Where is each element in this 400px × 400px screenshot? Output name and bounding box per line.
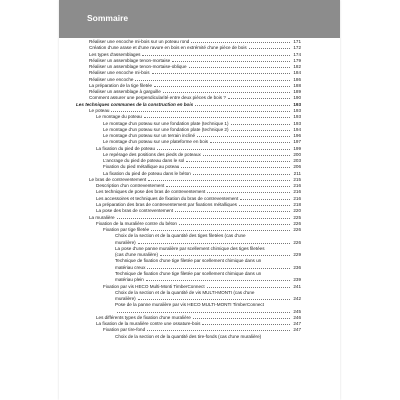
toc-entry	[115, 334, 301, 340]
toc-entry	[103, 164, 301, 170]
toc-entry-title: Choix de la section et de la quantité des tire-fonds (cas d'une muralière)	[115, 333, 262, 339]
toc-entry	[115, 290, 301, 296]
toc-entry-page: 236	[293, 264, 301, 270]
toc-entry-page: 211	[293, 170, 301, 176]
toc-entry-page: 216	[293, 195, 301, 201]
dot-leader	[189, 64, 290, 68]
dot-leader	[197, 133, 290, 137]
toc-entry-page: 189	[293, 89, 301, 95]
toc-entry-title: matériau plein	[115, 277, 144, 283]
toc-entry	[115, 240, 301, 246]
dot-leader	[157, 146, 290, 150]
toc-entry	[96, 208, 301, 214]
dot-leader	[148, 177, 290, 181]
toc-entry-title: Les différents types de fixation d'une muralière	[96, 314, 191, 320]
dot-leader	[147, 327, 290, 331]
toc-entry-title: Le poteau	[89, 107, 110, 113]
toc-entry-title: Technique de fixation d'une tige filetée par scellement chimique dans un	[115, 258, 262, 264]
toc-entry-title: muralière)	[115, 239, 136, 245]
toc-entry-page: 184	[293, 70, 301, 76]
toc-entry	[89, 83, 301, 89]
dot-leader	[231, 127, 290, 131]
toc-entry-page: 229	[293, 252, 301, 258]
dot-leader	[138, 296, 290, 300]
toc-entry-title: Les techniques de pose des bras de contreventement	[96, 189, 206, 195]
dot-leader	[117, 309, 290, 313]
dot-leader	[193, 315, 290, 319]
toc-entry-page: 203	[293, 158, 301, 164]
toc-entry-title: Choix de la section et de la quantité des tiges filetées (cas d'une	[115, 233, 246, 239]
dot-leader	[210, 139, 290, 143]
toc-entry	[89, 215, 301, 221]
toc-entry-title: La préparation de la tige filetée	[89, 82, 153, 88]
toc-entry	[115, 246, 301, 252]
dot-leader	[111, 108, 290, 112]
toc-entry-page: 226	[293, 227, 301, 233]
toc-entry-title: La fixation du pied de poteau dans le béton	[103, 170, 191, 176]
toc-entry	[89, 108, 301, 114]
toc-entry	[103, 158, 301, 164]
toc-entry-page: 247	[293, 321, 301, 327]
toc-entry-title: Fixation de la muralière contre du béton	[96, 220, 177, 226]
toc-entry-page: 179	[293, 57, 301, 63]
toc-entry-title: Réaliser un assemblage tenon-mortaise-oblique	[89, 64, 187, 70]
dot-leader	[195, 102, 290, 106]
toc-entry	[103, 152, 301, 158]
toc-entry-page: 216	[293, 183, 301, 189]
toc-entry-page: 239	[293, 277, 301, 283]
toc-entry	[89, 45, 301, 51]
toc-entry	[103, 284, 301, 290]
toc-entry-page: 193	[293, 120, 301, 126]
toc-entry-page: 171	[293, 39, 301, 44]
dot-leader	[154, 83, 290, 87]
toc-entry	[96, 189, 301, 195]
document-page	[59, 0, 340, 400]
toc-entry-page: 247	[293, 327, 301, 333]
dot-leader	[175, 208, 290, 212]
toc-entry-title: Le montage d'un poteau sur une fondation plate (technique 2)	[103, 126, 229, 132]
toc-entry-title: Le montage d'un poteau sur un terrain incliné	[103, 133, 196, 139]
toc-entry-title: Réaliser une encoche	[89, 76, 134, 82]
toc-entry-title: Technique de fixation d'une tige filetée par scellement chimique dans un	[115, 270, 262, 276]
toc-entry-page: 193	[293, 101, 301, 107]
toc-entry-page: 193	[293, 107, 301, 113]
toc-entry-page: 199	[293, 145, 301, 151]
toc-entry	[89, 177, 301, 183]
toc-entry-title: Choix de la section et de la quantité de vis MULTI-MONTI (cas d'une	[115, 289, 255, 295]
toc-entry	[96, 202, 301, 208]
toc-entry-title: La pose d'une panne muralière par scellement chimique des tiges filetées	[115, 245, 265, 251]
toc-entry-page: 196	[293, 133, 301, 139]
toc-entry-title: Les techniques communes de la construction en bois	[76, 101, 194, 107]
toc-entry-title: Réaliser un assemblage à garguille	[89, 89, 161, 95]
toc-entry-title: Pose de la panne muralière par vis HECO MULTI-MONTI TimberConnect	[115, 302, 265, 308]
toc-entry	[96, 315, 301, 321]
toc-entry-page: 193	[293, 114, 301, 120]
dot-leader	[142, 52, 290, 56]
dot-leader	[147, 265, 290, 269]
toc-entry	[76, 102, 301, 108]
page-title: Sommaire	[87, 13, 129, 23]
dot-leader	[151, 227, 290, 231]
dot-leader	[117, 215, 290, 219]
toc-entry-title: La fixation de la muralière contre une ossature-bois	[96, 321, 201, 327]
toc-entry-page: 190	[293, 95, 301, 101]
dot-leader	[138, 240, 290, 244]
toc-entry-title: Le montage d'un poteau sur une fondation plate (technique 1)	[103, 120, 229, 126]
toc-entry-title: Le montage d'un poteau sur une plateforme en bois	[103, 139, 209, 145]
toc-entry-title: Création d'une arase et d'une ravure en bois en extrémité d'une pièce de bois	[89, 45, 247, 51]
dot-leader	[207, 189, 290, 193]
toc-entry-title: Réaliser une encoche mi-bois sur un poteau rond	[89, 39, 190, 44]
toc-entry	[115, 252, 301, 258]
toc-entry	[115, 233, 301, 239]
toc-entry	[115, 309, 301, 315]
toc-entry-title: Le bras de contreventement	[89, 176, 147, 182]
toc-entry	[115, 296, 301, 302]
dot-leader	[160, 252, 290, 256]
toc-entry-page: 241	[293, 283, 301, 289]
toc-entry-page: 172	[293, 45, 301, 51]
toc-entry-title: L'ancrage du pied de poteau dans le sol	[103, 158, 185, 164]
dot-leader	[203, 152, 290, 156]
toc-entry	[96, 321, 301, 327]
dot-leader	[191, 39, 290, 43]
toc-entry-title: La pose des bras de contreventement	[96, 208, 174, 214]
toc-entry-title: Les types d'assemblages	[89, 51, 141, 57]
dot-leader	[193, 171, 290, 175]
toc-entry	[103, 139, 301, 145]
toc-entry-title: Description d'un contreventement	[96, 183, 165, 189]
dot-leader	[181, 164, 290, 168]
dot-leader	[240, 196, 290, 200]
toc-entry	[89, 64, 301, 70]
dot-leader	[172, 58, 290, 62]
toc-entry-title: Fixation par vis HECO Multi-Monti TimberConnect	[103, 283, 205, 289]
toc-entry-page: 242	[293, 296, 301, 302]
toc-entry-title: Le montage du poteau	[96, 114, 142, 120]
toc-entry	[89, 70, 301, 76]
toc-entry-page: 206	[293, 164, 301, 170]
toc-entry	[89, 52, 301, 58]
toc-entry	[103, 171, 301, 177]
toc-entry	[103, 127, 301, 133]
toc-entry-title: Le repérage des positions des pieds de poteaux	[103, 151, 201, 157]
toc-entry-title: Les accessoires et techniques de fixation du bras de contreventement	[96, 195, 239, 201]
dot-leader	[144, 114, 290, 118]
dot-leader	[163, 89, 290, 93]
dot-leader	[207, 284, 290, 288]
toc-entry-page: 215	[293, 176, 301, 182]
toc-entry	[89, 39, 301, 45]
dot-leader	[231, 121, 290, 125]
toc-entry	[103, 121, 301, 127]
toc-entry-title: matériau creux	[115, 264, 146, 270]
toc-entry-title: muralière)	[115, 296, 136, 302]
toc-entry-title: Réaliser une encoche mi-bois	[89, 70, 150, 76]
toc-entry	[96, 146, 301, 152]
dot-leader	[146, 277, 290, 281]
toc-entry-page: 226	[293, 220, 301, 226]
toc-entry-title: Fixation par tige filetée	[103, 227, 150, 233]
toc-entry-page: 220	[293, 208, 301, 214]
toc-entry-page: 200	[293, 151, 301, 157]
dot-leader	[202, 321, 290, 325]
toc-entry-title: Fixation du pied métallique au poteau	[103, 164, 180, 170]
toc-entry	[96, 221, 301, 227]
page-header	[59, 0, 340, 38]
dot-leader	[228, 95, 290, 99]
toc-entry-page: 194	[293, 126, 301, 132]
toc-entry-page: 186	[293, 76, 301, 82]
toc-entry-page: 246	[293, 314, 301, 320]
toc-entry	[115, 265, 301, 271]
dot-leader	[239, 202, 290, 206]
toc-entry-page: 182	[293, 64, 301, 70]
dot-leader	[179, 221, 290, 225]
toc-entry	[115, 302, 301, 308]
toc-entry-title: Fixation par tire-fond	[103, 327, 146, 333]
toc-entry	[103, 227, 301, 233]
toc-entry	[96, 114, 301, 120]
toc-entry	[115, 277, 301, 283]
toc-entry-page: 218	[293, 202, 301, 208]
toc-entry	[115, 258, 301, 264]
dot-leader	[152, 70, 290, 74]
toc-entry	[96, 183, 301, 189]
toc-entry-title: La fixation du pied de poteau	[96, 145, 156, 151]
toc-entry-title: (cas d'une muralière)	[115, 252, 159, 258]
toc-entry	[115, 271, 301, 277]
toc-entry	[89, 89, 301, 95]
toc-entry-page: 225	[293, 214, 301, 220]
toc-entry-title: Comment assurer une perpendicularité entre deux pièces de bois ?	[89, 95, 226, 101]
toc-entry	[103, 327, 301, 333]
toc-entry-page: 188	[293, 82, 301, 88]
toc-entry-page: 197	[293, 139, 301, 145]
toc-entry-page: 216	[293, 189, 301, 195]
dot-leader	[135, 77, 290, 81]
toc-entry	[89, 95, 301, 101]
toc-entry	[89, 77, 301, 83]
dot-leader	[186, 158, 290, 162]
toc-entry	[96, 196, 301, 202]
dot-leader	[166, 183, 290, 187]
toc-entry-page: 245	[293, 308, 301, 314]
toc-entry	[89, 58, 301, 64]
toc-entry	[103, 133, 301, 139]
toc-entry-page: 174	[293, 51, 301, 57]
dot-leader	[249, 45, 290, 49]
toc-entry-title: La préparation des bras de contreventement par fixations métalliques	[96, 202, 237, 208]
toc-entry-page: 226	[293, 239, 301, 245]
toc-entry-title: Réaliser un assemblage tenon-mortaise	[89, 57, 171, 63]
toc-entry-title: La muralière	[89, 214, 115, 220]
